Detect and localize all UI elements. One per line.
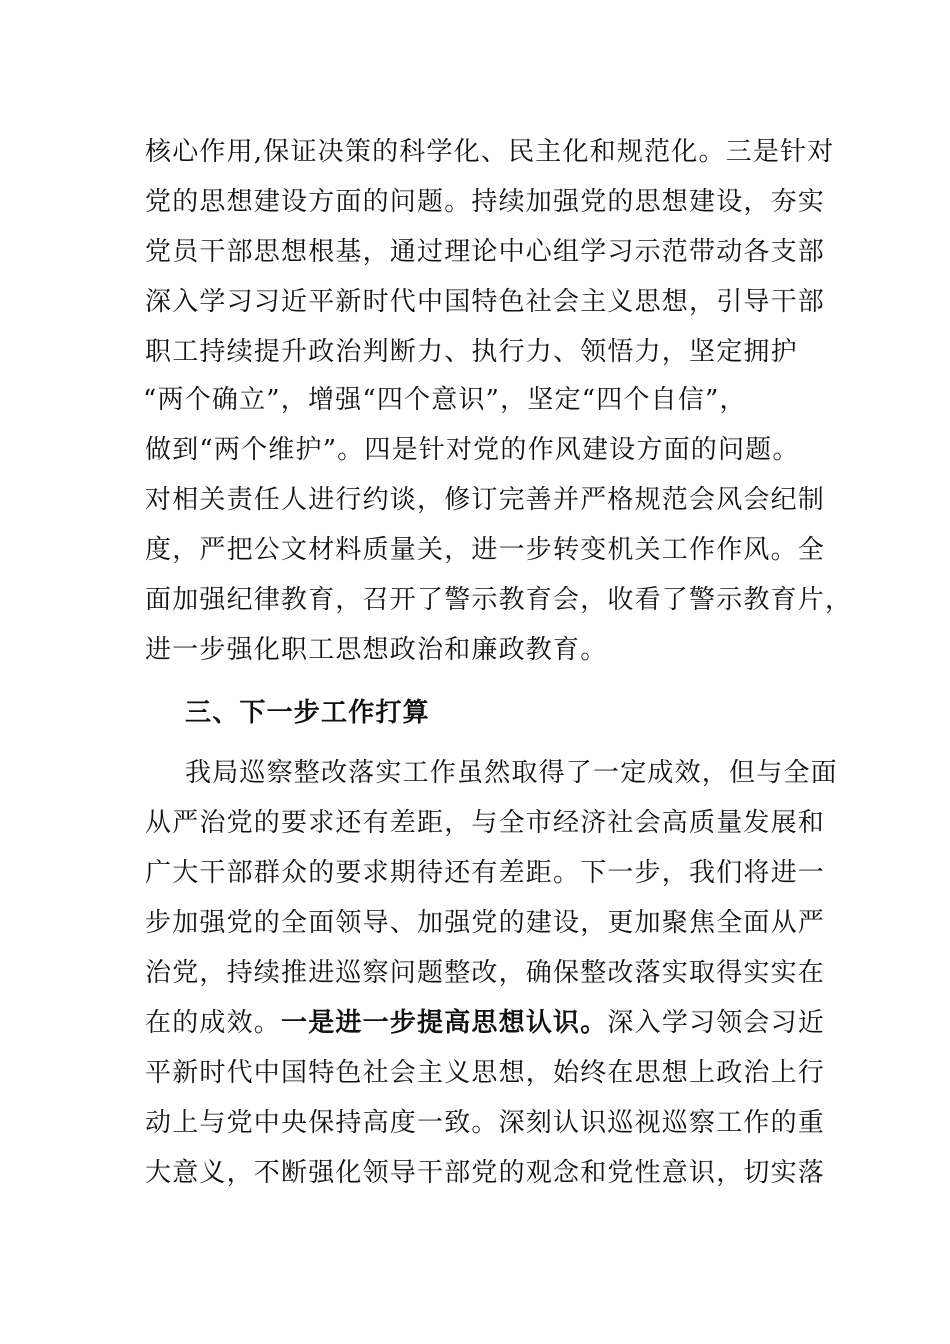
text-line: “两个确立”，增强“四个意识”，坚定“四个自信”， bbox=[143, 385, 747, 415]
text-line: 对相关责任人进行约谈，修订完善并严格规范会风会纪制 bbox=[145, 485, 826, 515]
text-span: 在的成效。 bbox=[145, 1008, 282, 1038]
text-line: 做到“两个维护”。四是针对党的作风建设方面的问题。 bbox=[145, 435, 800, 465]
text-line: 从严治党的要求还有差距，与全市经济社会高质量发展和 bbox=[145, 808, 826, 838]
text-line: 党员干部思想根基，通过理论中心组学习示范带动各支部 bbox=[145, 237, 826, 267]
text-line: 进一步强化职工思想政治和廉政教育。 bbox=[145, 635, 608, 665]
text-line: 深入学习习近平新时代中国特色社会主义思想，引导干部 bbox=[145, 287, 826, 317]
text-line-mixed bbox=[145, 1008, 825, 1038]
text-line: 大意义，不断强化领导干部党的观念和党性意识，切实落 bbox=[145, 1158, 826, 1188]
text-line: 职工持续提升政治判断力、执行力、领悟力，坚定拥护 bbox=[145, 337, 798, 367]
text-line: 广大干部群众的要求期待还有差距。下一步，我们将进一 bbox=[145, 858, 826, 888]
section-heading: 三、下一步工作打算 bbox=[185, 698, 430, 728]
text-line: 治党，持续推进巡察问题整改，确保整改落实取得实实在 bbox=[145, 958, 826, 988]
bold-emphasis: 一是进一步提高思想认识。 bbox=[281, 1008, 608, 1038]
text-line: 度，严把公文材料质量关，进一步转变机关工作作风。全 bbox=[145, 535, 826, 565]
text-line: 动上与党中央保持高度一致。深刻认识巡视巡察工作的重 bbox=[145, 1108, 826, 1138]
text-line: 核心作用,保证决策的科学化、民主化和规范化。三是针对 bbox=[145, 137, 835, 167]
text-span: 深入学习领会习近 bbox=[607, 1008, 826, 1038]
text-line: 党的思想建设方面的问题。持续加强党的思想建设，夯实 bbox=[145, 187, 826, 217]
text-line: 我局巡察整改落实工作虽然取得了一定成效，但与全面 bbox=[185, 758, 838, 788]
text-line: 平新时代中国特色社会主义思想，始终在思想上政治上行 bbox=[145, 1058, 826, 1088]
text-line: 步加强党的全面领导、加强党的建设，更加聚焦全面从严 bbox=[145, 908, 826, 938]
text-line: 面加强纪律教育，召开了警示教育会，收看了警示教育片， bbox=[145, 585, 853, 615]
